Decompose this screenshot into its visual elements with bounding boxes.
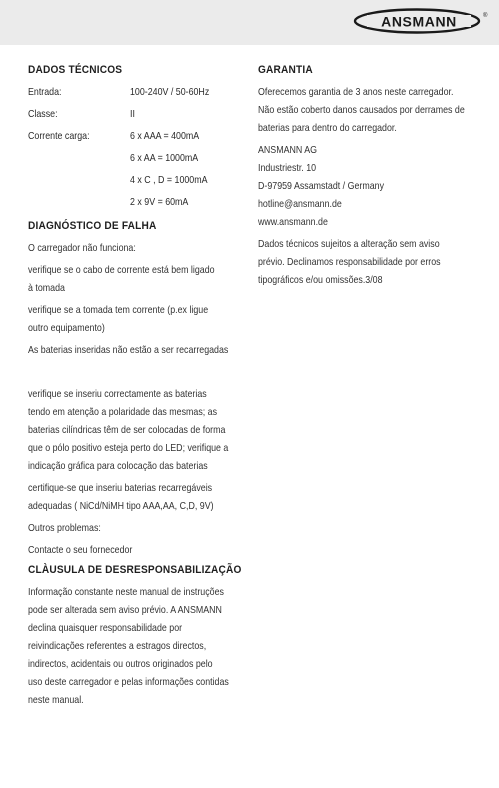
paragraph-line: verifique se inseriu correctamente as baterias bbox=[28, 389, 207, 400]
paragraph-line: indirectos, acidentais ou outros originados pelo bbox=[28, 659, 213, 670]
paragraph-line: Informação constante neste manual de instruções bbox=[28, 587, 224, 598]
spec-label: Entrada: bbox=[28, 87, 62, 98]
spec-label: Classe: bbox=[28, 109, 58, 120]
garantia-text bbox=[258, 84, 467, 290]
paragraph: As baterias inseridas não estão a ser recarregadas bbox=[28, 345, 229, 356]
spec-row bbox=[28, 84, 238, 106]
dados-table bbox=[28, 84, 238, 216]
paragraph-line: Oferecemos garantia de 3 anos neste carregador. bbox=[258, 87, 454, 98]
spec-row bbox=[28, 106, 238, 128]
diagnostico-text bbox=[28, 240, 237, 560]
garantia-heading: GARANTIA bbox=[258, 64, 313, 76]
paragraph-line: baterias para dentro do carregador. bbox=[258, 123, 397, 134]
paragraph-line: certifique-se que inseriu baterias recarregáveis bbox=[28, 483, 213, 494]
left-column bbox=[28, 64, 242, 710]
email-link[interactable]: hotline@ansmann.de bbox=[258, 199, 342, 210]
spec-row bbox=[28, 128, 238, 150]
address-line: D-97959 Assamstadt / Germany bbox=[258, 181, 385, 192]
spec-value: 4 x C , D = 1000mA bbox=[130, 175, 208, 186]
ansmann-logo bbox=[353, 8, 493, 34]
spec-value: 2 x 9V = 60mA bbox=[130, 197, 189, 208]
diagnostico-heading: DIAGNÓSTICO DE FALHA bbox=[28, 220, 157, 232]
paragraph-line: adequadas ( NiCd/NiMH tipo AAA,AA, C,D, 9V) bbox=[28, 501, 214, 512]
paragraph-line: verifique se o cabo de corrente está bem ligado bbox=[28, 265, 215, 276]
clausula-heading: CLÀUSULA DE DESRESPONSABILIZAÇÃO bbox=[28, 564, 242, 576]
paragraph-line: pode ser alterada sem aviso prévio. A ANSMANN bbox=[28, 605, 222, 616]
spec-row bbox=[28, 194, 238, 216]
spec-value: 6 x AAA = 400mA bbox=[130, 131, 200, 142]
address-line: Industriestr. 10 bbox=[258, 163, 317, 174]
svg-text:®: ® bbox=[483, 13, 488, 19]
svg-text:ANSMANN: ANSMANN bbox=[381, 13, 457, 30]
paragraph: Contacte o seu fornecedor bbox=[28, 545, 133, 556]
paragraph-line: Não estão coberto danos causados por derrames de bbox=[258, 105, 465, 116]
paragraph-line: tendo em atenção a polaridade das mesmas; as bbox=[28, 407, 218, 418]
address-line: ANSMANN AG bbox=[258, 145, 318, 156]
paragraph-line: tipográficos e/ou omissões.3/08 bbox=[258, 275, 383, 286]
paragraph-line: baterias cilíndricas têm de ser colocadas de forma bbox=[28, 425, 226, 436]
spec-value: 6 x AA = 1000mA bbox=[130, 153, 199, 164]
dados-heading: DADOS TÉCNICOS bbox=[28, 64, 123, 76]
paragraph-line: neste manual. bbox=[28, 695, 84, 706]
paragraph: O carregador não funciona: bbox=[28, 243, 136, 254]
clausula-text bbox=[28, 584, 237, 710]
paragraph-line: reivindicações referentes a estragos directos, bbox=[28, 641, 207, 652]
spec-row bbox=[28, 150, 238, 172]
website-link[interactable]: www.ansmann.de bbox=[258, 217, 328, 228]
right-column bbox=[258, 64, 478, 290]
paragraph-line: Dados técnicos sujeitos a alteração sem aviso bbox=[258, 239, 440, 250]
paragraph-line: que o pólo positivo esteja perto do LED; verifique a bbox=[28, 443, 229, 454]
spec-row bbox=[28, 172, 238, 194]
spec-value: 100-240V / 50-60Hz bbox=[130, 87, 210, 98]
paragraph-line: verifique se a tomada tem corrente (p.ex ligue bbox=[28, 305, 209, 316]
paragraph: Outros problemas: bbox=[28, 523, 101, 534]
spec-label: Corrente carga: bbox=[28, 131, 90, 142]
paragraph-line: prévio. Declinamos responsabilidade por erros bbox=[258, 257, 441, 268]
paragraph-line: à tomada bbox=[28, 283, 65, 294]
paragraph-line: declina quaisquer responsabilidade por bbox=[28, 623, 183, 634]
paragraph-line: uso deste carregador e pelas informações contidas bbox=[28, 677, 229, 688]
paragraph-line: indicação gráfica para colocação das baterias bbox=[28, 461, 208, 472]
header-bar bbox=[0, 0, 499, 45]
spec-value: II bbox=[130, 109, 135, 120]
paragraph-line: outro equipamento) bbox=[28, 323, 105, 334]
